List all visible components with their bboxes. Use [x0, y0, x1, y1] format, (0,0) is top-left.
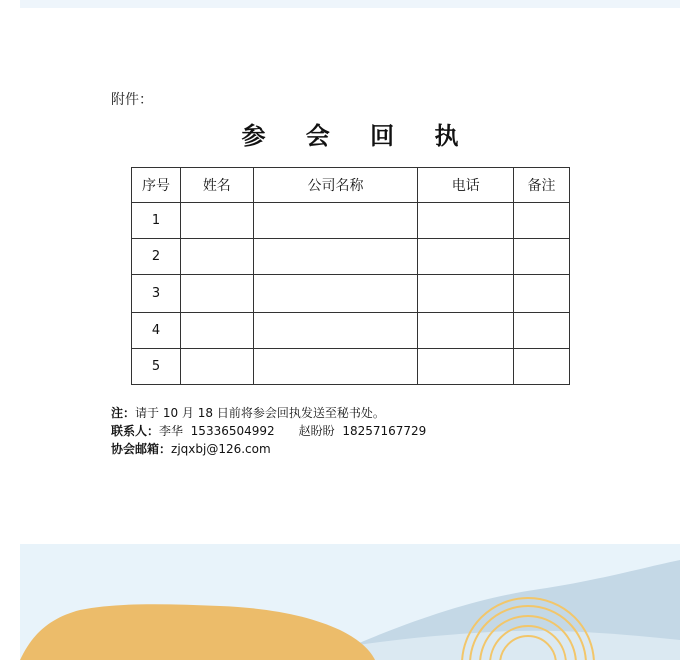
header-name: 姓名 [180, 168, 253, 203]
phone-cell[interactable] [418, 313, 514, 349]
row-number: 4 [132, 313, 181, 349]
company-cell[interactable] [253, 239, 418, 275]
contact1-name: 李华 [159, 424, 184, 438]
table-row [132, 203, 570, 239]
phone-cell[interactable] [418, 275, 514, 313]
header-company-name: 公司名称 [253, 168, 418, 203]
company-cell[interactable] [253, 349, 418, 385]
contact2-name: 赵盼盼 [298, 424, 335, 438]
note-text: 请于 10 月 18 日前将参会回执发送至秘书处。 [135, 406, 385, 420]
row-number: 5 [132, 349, 181, 385]
email-address[interactable]: zjqxbj@126.com [171, 442, 271, 456]
table-row [132, 275, 570, 313]
phone-cell[interactable] [418, 349, 514, 385]
phone-cell[interactable] [418, 239, 514, 275]
row-number: 2 [132, 239, 181, 275]
attachment-label: 附件： [111, 92, 153, 108]
remarks-cell[interactable] [514, 313, 570, 349]
table-row [132, 349, 570, 385]
attendance-receipt-table [131, 167, 570, 385]
contact2-phone: 18257167729 [342, 424, 427, 438]
remarks-cell[interactable] [514, 349, 570, 385]
notes-block [111, 404, 426, 458]
document-title: 参 会 回 执 [241, 122, 475, 150]
top-decorative-band [20, 0, 680, 8]
row-number: 3 [132, 275, 181, 313]
name-cell[interactable] [180, 349, 253, 385]
table-header-row [132, 168, 570, 203]
company-cell[interactable] [253, 275, 418, 313]
row-number: 1 [132, 203, 181, 239]
name-cell[interactable] [180, 239, 253, 275]
contact1-phone: 15336504992 [190, 424, 275, 438]
table-row [132, 313, 570, 349]
email-line [111, 440, 426, 458]
email-label: 协会邮箱： [111, 442, 172, 456]
remarks-cell[interactable] [514, 275, 570, 313]
contact-line [111, 422, 426, 440]
header-remarks: 备注 [514, 168, 570, 203]
name-cell[interactable] [180, 275, 253, 313]
remarks-cell[interactable] [514, 203, 570, 239]
header-phone: 电话 [418, 168, 514, 203]
name-cell[interactable] [180, 203, 253, 239]
header-serial-number: 序号 [132, 168, 181, 203]
company-cell[interactable] [253, 313, 418, 349]
remarks-cell[interactable] [514, 239, 570, 275]
name-cell[interactable] [180, 313, 253, 349]
footer-decoration [20, 544, 680, 660]
phone-cell[interactable] [418, 203, 514, 239]
note-line [111, 404, 426, 422]
contact-label: 联系人： [111, 424, 160, 438]
note-label: 注： [111, 406, 136, 420]
company-cell[interactable] [253, 203, 418, 239]
table-row [132, 239, 570, 275]
